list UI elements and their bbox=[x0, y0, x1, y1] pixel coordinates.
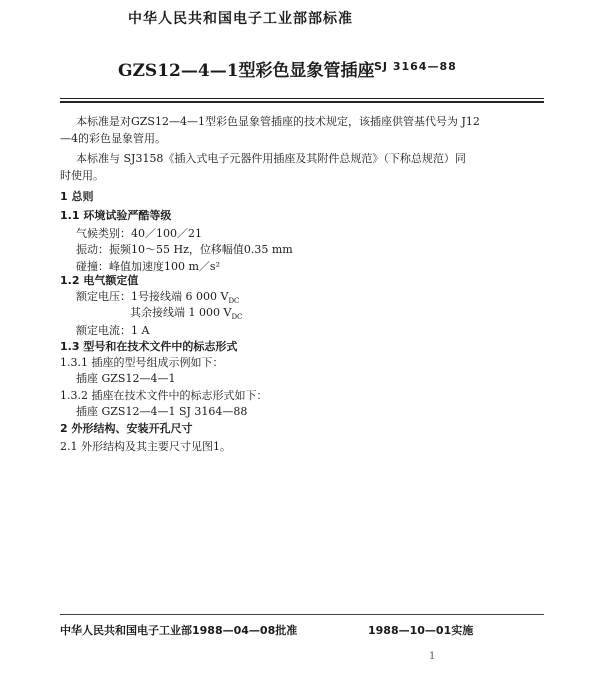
org-standard-heading: 中华人民共和国电子工业部部标准 bbox=[128, 11, 353, 27]
page-number: 1 bbox=[429, 651, 436, 662]
footer-rule bbox=[60, 614, 544, 615]
section-1-3-1: 1.3.1 插座的型号组成示例如下： bbox=[60, 356, 224, 369]
header-rule-top bbox=[60, 98, 544, 99]
intro-line-2: —4的彩色显象管用。 bbox=[60, 132, 166, 145]
section-1-1-heading: 1.1 环境试验严酷等级 bbox=[60, 209, 172, 222]
voltage-2-subscript: DC bbox=[231, 313, 243, 322]
intro-line-1: 本标准是对GZS12—4—1型彩色显象管插座的技术规定，该插座供管基代号为 J12 bbox=[76, 115, 480, 128]
climate-category: 气候类别：40／100／21 bbox=[76, 227, 202, 240]
approval-date: 中华人民共和国电子工业部1988—04—08批准 bbox=[60, 624, 298, 637]
header-rule-bottom bbox=[60, 101, 544, 103]
bump-spec: 碰撞：峰值加速度100 m／s² bbox=[76, 260, 220, 273]
rated-voltage-other-terminals bbox=[130, 304, 242, 321]
section-1-3-2: 1.3.2 插座在技术文件中的标志形式如下： bbox=[60, 389, 268, 402]
intro-line-4: 时使用。 bbox=[60, 169, 104, 182]
section-2-heading: 2 外形结构、安装开孔尺寸 bbox=[60, 422, 193, 435]
rated-voltage-terminal-1 bbox=[76, 288, 239, 305]
marking-example: 插座 GZS12—4—1 SJ 3164—88 bbox=[76, 405, 248, 418]
section-2-1: 2.1 外形结构及其主要尺寸见图1。 bbox=[60, 440, 231, 453]
section-1-2-heading: 1.2 电气额定值 bbox=[60, 274, 139, 287]
voltage-1-subscript: DC bbox=[228, 297, 240, 306]
rated-current: 额定电流：1 A bbox=[76, 324, 150, 337]
vibration-spec: 振动：振频10～55 Hz，位移幅值0.35 mm bbox=[76, 243, 293, 256]
section-1-heading: 1 总则 bbox=[60, 190, 94, 203]
intro-line-3: 本标准与 SJ3158《插入式电子元器件用插座及其附件总规范》（下称总规范）同 bbox=[76, 152, 466, 165]
rated-voltage-terminal-1-text: 额定电压：1号接线端 6 000 V bbox=[76, 290, 229, 303]
rated-voltage-other-text: 其余接线端 1 000 V bbox=[130, 306, 232, 319]
implementation-date: 1988—10—01实施 bbox=[368, 624, 474, 637]
model-example: 插座 GZS12—4—1 bbox=[76, 372, 176, 385]
section-1-3-heading: 1.3 型号和在技术文件中的标志形式 bbox=[60, 340, 238, 353]
standard-title: GZS12—4—1型彩色显象管插座 bbox=[118, 61, 375, 81]
standard-code: SJ 3164—88 bbox=[374, 60, 457, 73]
